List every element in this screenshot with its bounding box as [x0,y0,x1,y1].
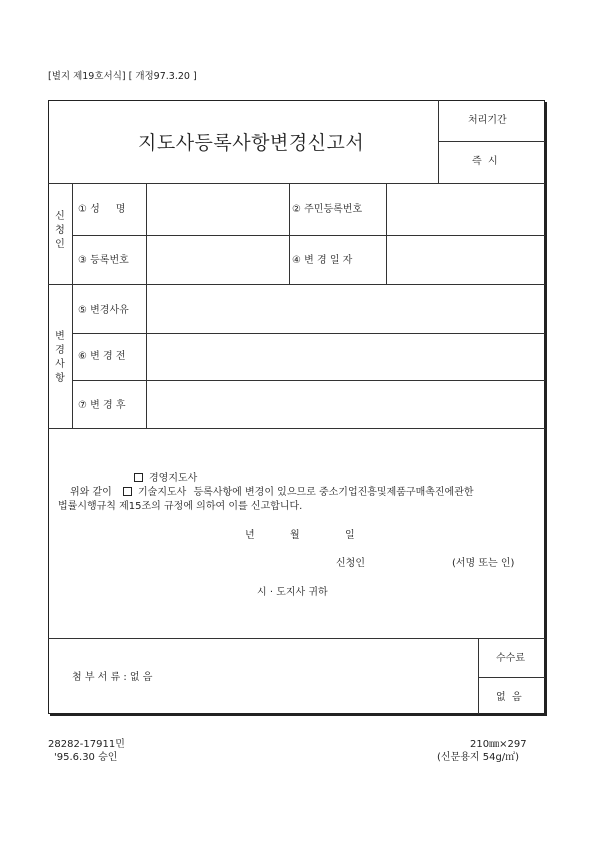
date-year: 년 [245,530,255,541]
applicant-section-divider [48,284,545,285]
section-label-separator [72,183,73,428]
resident-no-label: ② 주민등록번호 [292,204,363,215]
reason-divider [72,333,545,334]
fee-divider [478,677,545,678]
date-month: 월 [290,530,300,541]
option2-label: 기술지도사 [138,487,187,498]
applicant-label2-separator [386,183,387,284]
checkbox-icon [123,487,132,496]
form-header-note: [별지 제19호서식] [ 개정97.3.20 ] [48,71,197,82]
name-label: ① 성 명 [78,204,126,215]
processing-divider [438,141,545,142]
addressee: 시 · 도지사 귀하 [257,587,328,598]
attachment-line: 첨 부 서 류 : 없 음 [72,672,153,683]
label-value-separator [146,183,147,428]
fee-label: 수수료 [496,653,525,664]
change-date-label: ④ 변 경 일 자 [292,255,353,266]
checkbox-icon [134,473,143,482]
changes-section-label: 변 경 사 항 [55,331,65,384]
declaration-text: 등록사항에 변경이 있으므로 중소기업진흥및제품구매촉진에관한 [193,487,474,498]
declaration-line2: 법률시행규칙 제15조의 규정에 의하여 이를 신고합니다. [58,501,303,512]
fee-separator [478,638,479,714]
before-divider [72,380,545,381]
applicant-section-label: 신 청 인 [55,211,65,250]
declaration-divider [48,638,545,639]
fee-value: 없 음 [496,692,522,703]
option1-label: 경영지도사 [149,473,198,484]
after-change-label: ⑦ 변 경 후 [78,400,126,411]
date-day: 일 [345,530,355,541]
declaration-prefix: 위와 같이 [70,487,112,498]
title-processing-separator [438,100,439,183]
processing-value: 즉 시 [472,156,498,167]
footer-approval-date: '95.6.30 승인 [54,752,118,763]
footer-paper-size: 210㎜×297 [470,739,527,750]
declaration-line1 [70,487,474,499]
before-change-label: ⑥ 변 경 전 [78,351,126,362]
processing-label: 처리기간 [468,115,507,126]
form-title: 지도사등록사항변경신고서 [138,132,365,154]
footer-paper-type: (신문용지 54g/㎡) [437,752,520,763]
applicant-mid-separator [289,183,290,284]
footer-code: 28282-17911민 [48,739,125,750]
title-divider [48,183,545,184]
applicant-row-divider [72,235,545,236]
option-management-consultant [134,473,197,485]
change-reason-label: ⑤ 변경사유 [78,305,129,316]
signature-note: (서명 또는 인) [452,558,515,569]
reg-no-label: ③ 등록번호 [78,255,129,266]
changes-section-divider [48,428,545,429]
applicant-signature-label: 신청인 [336,558,365,569]
